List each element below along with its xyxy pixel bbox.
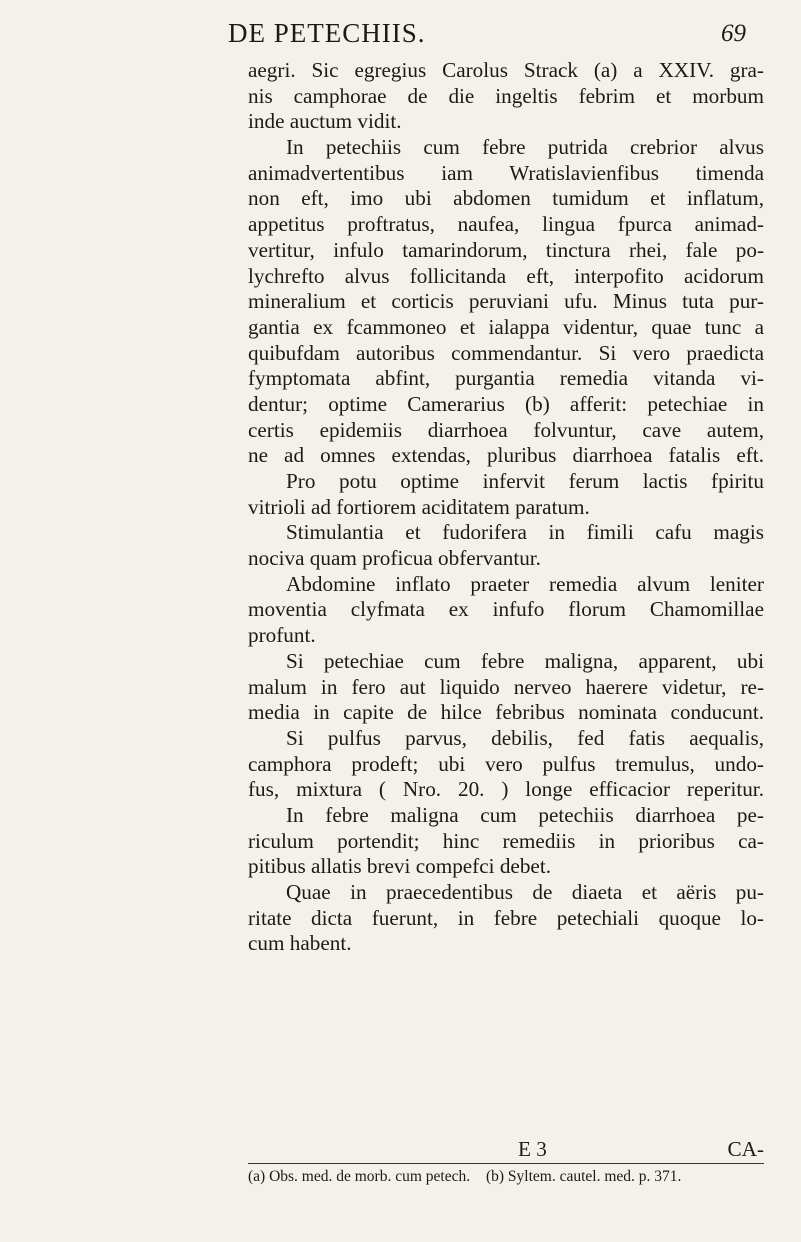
text-line: profunt. <box>248 623 316 648</box>
body-text <box>248 58 764 957</box>
paragraph-start-line: Quae in praecedentibus de diaeta et aëris pu- <box>286 880 764 904</box>
signature-line <box>248 1137 764 1163</box>
text-line: certis epidemiis diarrhoea folvuntur, cave autem, <box>248 417 764 442</box>
text-line: nis camphorae de die ingeltis febrim et morbum <box>248 83 764 108</box>
text-line: gantia ex fcammoneo et ialappa videntur, quae tunc a <box>248 314 764 339</box>
paragraph-start-line: Abdomine inflato praeter remedia alvum leniter <box>286 571 764 596</box>
text-line: fymptomata abfint, purgantia remedia vitanda vi- <box>248 366 764 391</box>
signature-mark: E 3 <box>518 1137 547 1161</box>
text-line: ritate dicta fuerunt, in febre petechiali quoque lo- <box>248 905 764 930</box>
text-line: animadvertentibus iam Wratislavienfibus timenda <box>248 160 764 185</box>
paragraph-start-line: In febre maligna cum petechiis diarrhoea pe- <box>286 802 764 827</box>
text-line: vitrioli ad fortiorem aciditatem paratum. <box>248 494 590 519</box>
catchword: CA- <box>727 1137 764 1161</box>
text-line: nociva quam proficua obfervantur. <box>248 546 541 571</box>
text-line: ne ad omnes extendas, pluribus diarrhoea fatalis eft. <box>248 443 764 468</box>
text-line: media in capite de hilce febribus nominata conducunt. <box>248 700 764 725</box>
text-line: moventia clyfmata ex infufo florum Chamomillae <box>248 597 764 622</box>
page-number: 69 <box>721 20 746 47</box>
text-line: riculum portendit; hinc remediis in prioribus ca- <box>248 828 764 853</box>
footnotes <box>248 1168 788 1186</box>
footnote-a: (a) Obs. med. de morb. cum petech. <box>248 1168 471 1185</box>
text-line: mineralium et corticis peruviani ufu. Minus tuta pur- <box>248 289 764 314</box>
footnote-divider <box>248 1163 764 1164</box>
paragraph-start-line: Si petechiae cum febre maligna, apparent, ubi <box>286 648 764 673</box>
text-line: cum habent. <box>248 931 352 956</box>
text-line: dentur; optime Camerarius (b) afferit: petechiae in <box>248 391 764 416</box>
text-line: fus, mixtura ( Nro. 20. ) longe efficacior reperitur. <box>248 777 764 802</box>
text-line: vertitur, infulo tamarindorum, tinctura rhei, fale po- <box>248 237 764 262</box>
text-line: malum in fero aut liquido nerveo haerere videtur, re- <box>248 674 764 699</box>
footnote-b: (b) Syltem. cautel. med. p. 371. <box>485 1168 682 1185</box>
text-line: camphora prodeft; ubi vero pulfus tremulus, undo- <box>248 751 764 776</box>
running-title: DE PETECHIIS. <box>228 18 426 48</box>
page-header <box>150 18 750 58</box>
text-line: aegri. Sic egregius Carolus Strack (a) a XXIV. gra- <box>248 58 764 82</box>
text-line: inde auctum vidit. <box>248 109 402 134</box>
text-line: appetitus proftratus, naufea, lingua fpurca animad- <box>248 212 764 237</box>
paragraph-start-line: Si pulfus parvus, debilis, fed fatis aequalis, <box>286 725 764 750</box>
text-line: pitibus allatis brevi compefci debet. <box>248 854 552 879</box>
text-line: quibufdam autoribus commendantur. Si vero praedicta <box>248 340 764 365</box>
paragraph-start-line: In petechiis cum febre putrida crebrior alvus <box>286 135 764 160</box>
text-line: non eft, imo ubi abdomen tumidum et inflatum, <box>248 186 764 211</box>
paragraph-start-line: Pro potu optime infervit ferum lactis fpiritu <box>286 469 764 493</box>
text-line: lychrefto alvus follicitanda eft, interpofito acidorum <box>248 263 764 288</box>
paragraph-start-line: Stimulantia et fudorifera in fimili cafu magis <box>286 520 764 545</box>
